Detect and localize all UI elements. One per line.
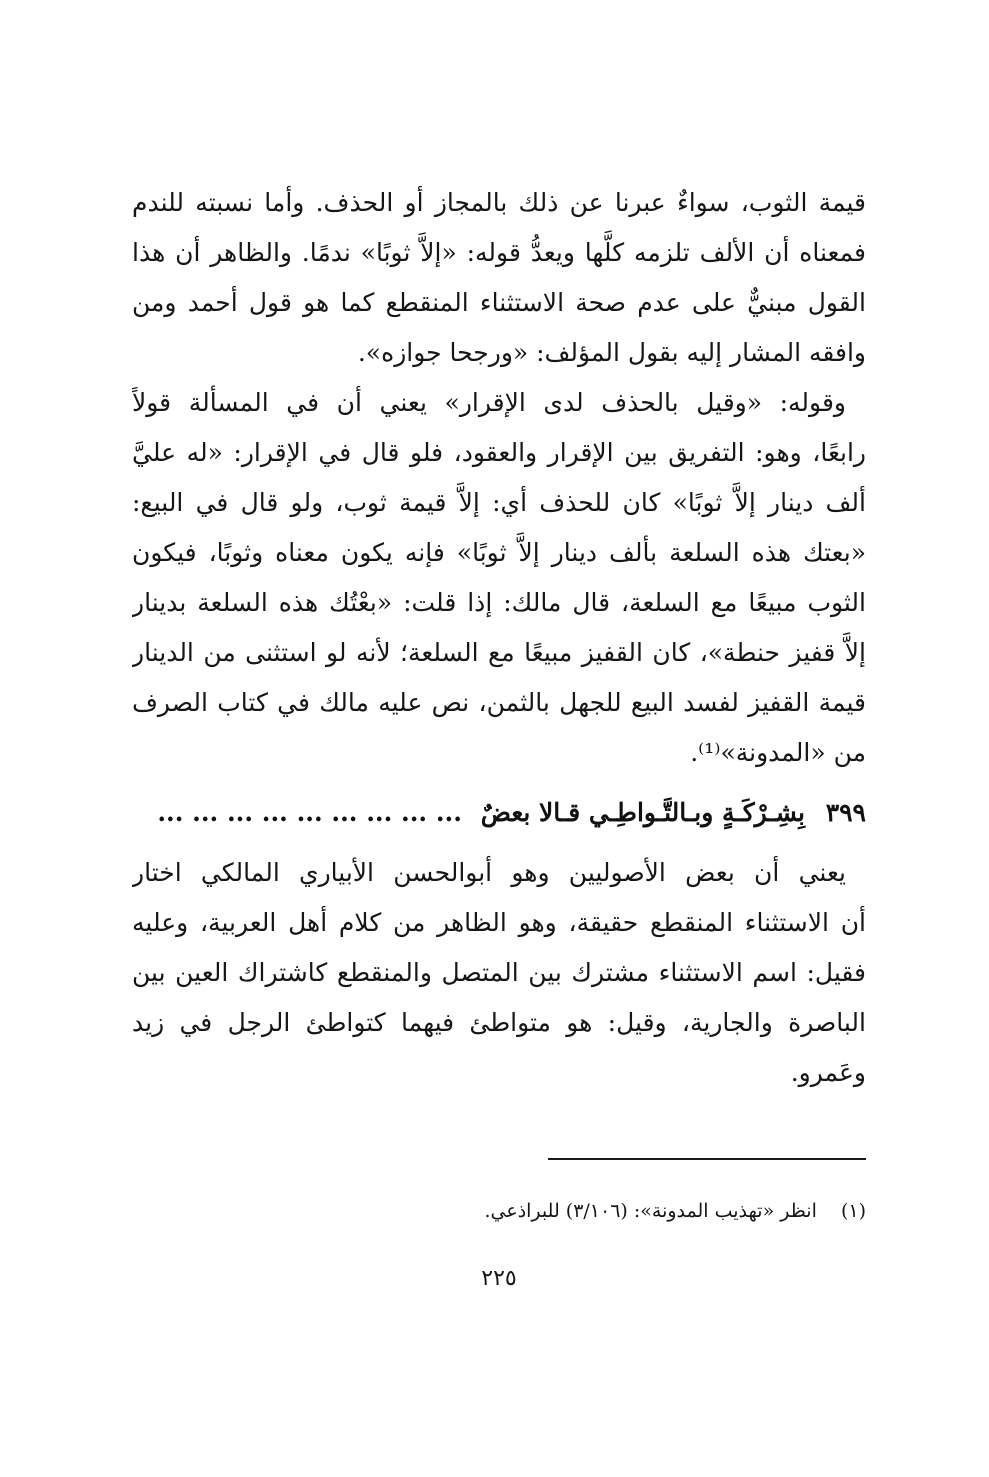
body-line: فقيل: اسم الاستثناء مشترك بين المتصل والمنقطع كاشتراك العين بين [132, 958, 866, 987]
body-line: الثوب مبيعًا مع السلعة، قال مالك: إذا قلت: «بعْتُك هذه السلعة بدينار [132, 588, 866, 617]
verse-text: بِشِـرْكَـةٍ وبـالتَّـواطِـي قـالا بعضٌ [480, 798, 805, 827]
footnote-text: انظر «تهذيب المدونة»: (٣/١٠٦) للبراذعي. [484, 1200, 817, 1222]
footnote-rule [548, 1158, 866, 1160]
footnote-number: (١) [840, 1200, 866, 1222]
body-line: رابعًا، وهو: التفريق بين الإقرار والعقود، فلو قال في الإقرار: «له عليَّ [132, 438, 866, 467]
verse-dots: ... ... ... ... ... ... ... ... ... [157, 798, 462, 827]
body-line: القول مبنيٌّ على عدم صحة الاستثناء المنقطع كما هو قول أحمد ومن [132, 288, 866, 317]
body-line: وافقه المشار إليه بقول المؤلف: «ورجحا جوازه». [357, 338, 866, 367]
body-line: قيمة القفيز لفسد البيع للجهل بالثمن، نص عليه مالك في كتاب الصرف [132, 688, 866, 717]
body-line: ألف دينار إلاَّ ثوبًا» كان للحذف أي: إلاَّ قيمة ثوب، ولو قال في البيع: [132, 488, 866, 517]
body-line: إلاَّ قفيز حنطة»، كان القفيز مبيعًا مع السلعة؛ لأنه لو استثنى من الدينار [132, 638, 866, 667]
body-line: قيمة الثوب، سواءٌ عبرنا عن ذلك بالمجاز أو الحذف. وأما نسبته للندم [132, 188, 866, 217]
body-line: فمعناه أن الألف تلزمه كلَّها ويعدُّ قوله: «إلاَّ ثوبًا» ندمًا. والظاهر أن هذا [132, 238, 866, 267]
page-number: ٢٢٥ [481, 1266, 517, 1291]
body-line: الباصرة والجارية، وقيل: هو متواطئ فيهما كتواطئ الرجل في زيد [132, 1008, 866, 1037]
verse-number: ٣٩٩ [825, 798, 866, 827]
footnote [132, 1196, 866, 1226]
body-line: وعَمرو. [790, 1058, 866, 1087]
body-line: وقوله: «وقيل بالحذف لدى الإقرار» يعني أن في المسألة قولاً [132, 388, 846, 417]
book-page [132, 178, 866, 1418]
verse-heading [132, 788, 866, 838]
body-line: «بعتك هذه السلعة بألف دينار إلاَّ ثوبًا» فإنه يكون معناه وثوبًا، فيكون [132, 538, 866, 567]
body-line: أن الاستثناء المنقطع حقيقة، وهو الظاهر من كلام أهل العربية، وعليه [132, 908, 866, 937]
body-line: من «المدونة»⁽¹⁾. [690, 738, 866, 767]
body-line: يعني أن بعض الأصوليين وهو أبوالحسن الأبياري المالكي اختار [132, 858, 846, 887]
